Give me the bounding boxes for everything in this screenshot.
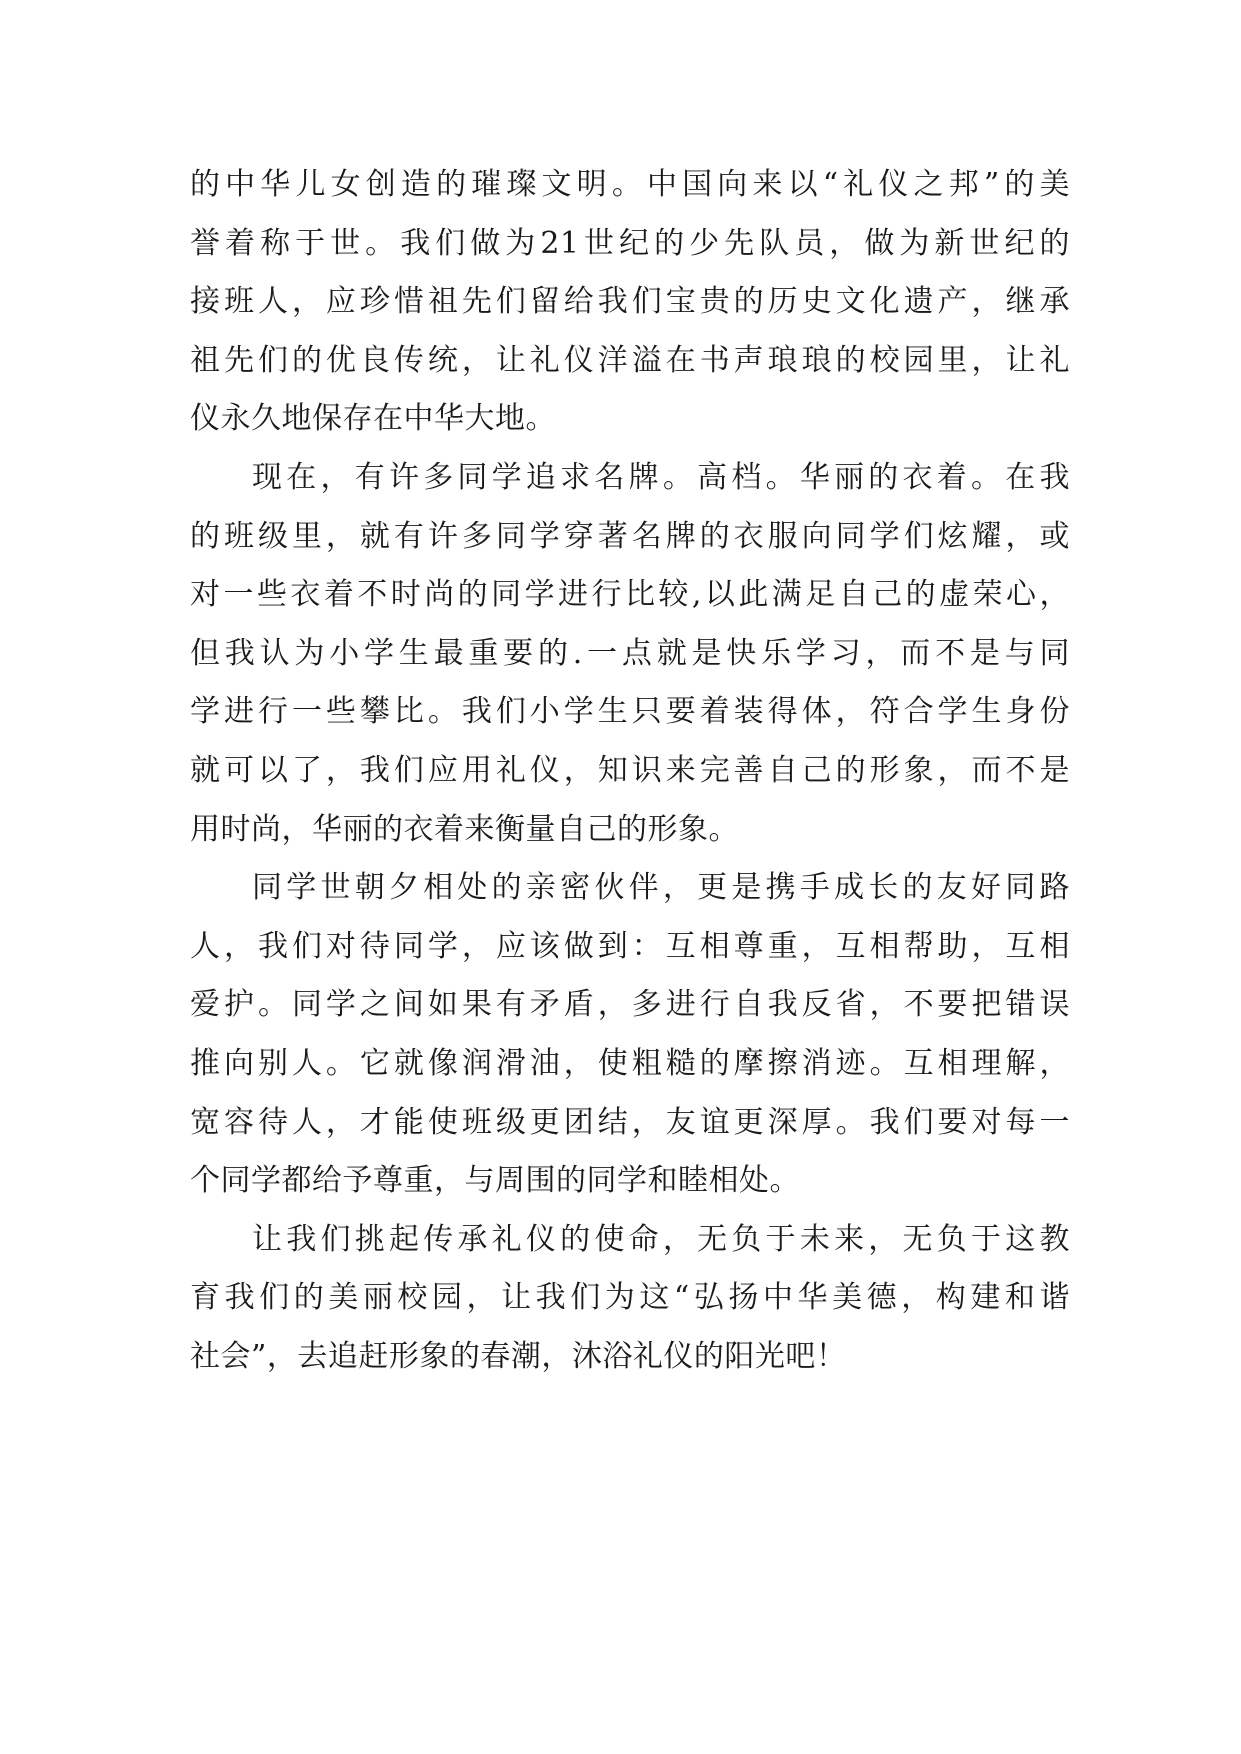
paragraph-1 — [190, 156, 1070, 449]
text-line: 推向别人。它就像润滑油，使粗糙的摩擦消迹。互相理解， — [190, 1045, 1070, 1081]
text-line: 就可以了，我们应用礼仪，知识来完善自己的形象，而不是 — [190, 752, 1070, 788]
text-line: 祖先们的优良传统，让礼仪洋溢在书声琅琅的校园里，让礼 — [190, 342, 1070, 378]
text-line: 对一些衣着不时尚的同学进行比较,以此满足自己的虚荣心， — [190, 577, 1070, 613]
text-line: 宽容待人，才能使班级更团结，友谊更深厚。我们要对每一 — [190, 1104, 1070, 1140]
text-line: 接班人，应珍惜祖先们留给我们宝贵的历史文化遗产，继承 — [190, 284, 1070, 320]
body-text — [190, 156, 1070, 1386]
text-line: 誉着称于世。我们做为21世纪的少先队员，做为新世纪的 — [190, 225, 1070, 261]
text-line: 仪永久地保存在中华大地。 — [190, 401, 556, 437]
text-line: 社会”，去追赶形象的春潮，沐浴礼仪的阳光吧！ — [190, 1338, 847, 1374]
text-line: 现在，有许多同学追求名牌。高档。华丽的衣着。在我 — [252, 459, 1070, 495]
text-line: 用时尚，华丽的衣着来衡量自己的形象。 — [190, 811, 739, 847]
text-line: 人，我们对待同学，应该做到：互相尊重，互相帮助，互相 — [190, 928, 1070, 964]
text-line: 育我们的美丽校园，让我们为这“弘扬中华美德，构建和谐 — [190, 1280, 1070, 1316]
text-line: 爱护。同学之间如果有矛盾，多进行自我反省，不要把错误 — [190, 987, 1070, 1023]
paragraph-4 — [190, 1211, 1070, 1387]
paragraph-3 — [190, 859, 1070, 1211]
text-line: 但我认为小学生最重要的.一点就是快乐学习，而不是与同 — [190, 635, 1070, 671]
text-line: 同学世朝夕相处的亲密伙伴，更是携手成长的友好同路 — [252, 870, 1070, 906]
paragraph-2 — [190, 449, 1070, 859]
text-line: 的班级里，就有许多同学穿著名牌的衣服向同学们炫耀，或 — [190, 518, 1070, 554]
text-line: 让我们挑起传承礼仪的使命，无负于未来，无负于这教 — [252, 1221, 1070, 1257]
text-line: 个同学都给予尊重，与周围的同学和睦相处。 — [190, 1163, 800, 1199]
text-line: 学进行一些攀比。我们小学生只要着装得体，符合学生身份 — [190, 694, 1070, 730]
text-line: 的中华儿女创造的璀璨文明。中国向来以“礼仪之邦”的美 — [190, 167, 1070, 202]
